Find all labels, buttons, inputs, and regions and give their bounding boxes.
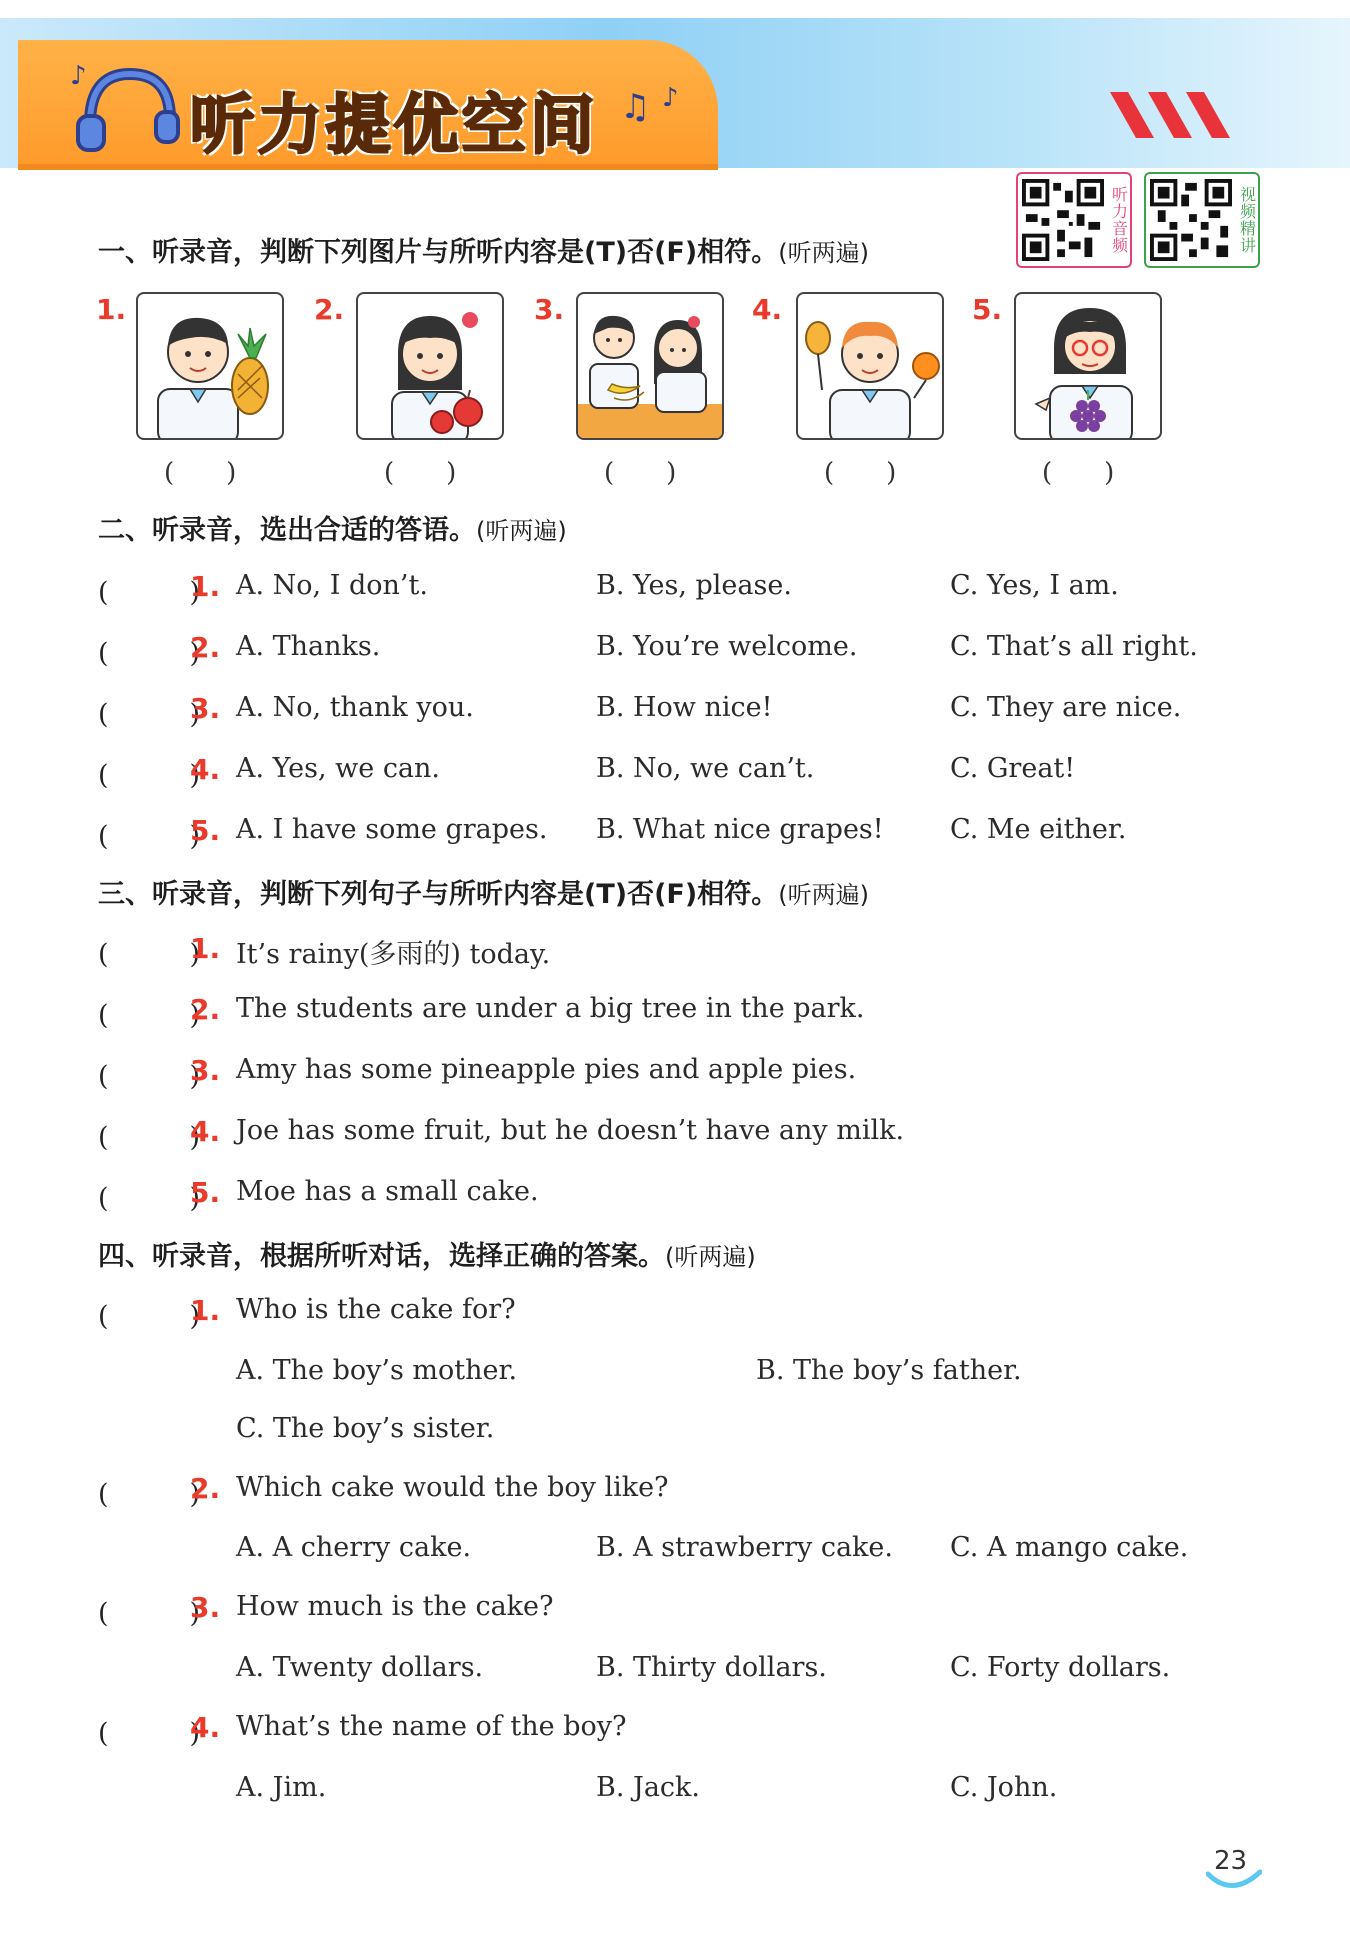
answer-paren[interactable]: ( ) bbox=[98, 821, 201, 852]
svg-text:♫: ♫ bbox=[620, 87, 651, 127]
option-c: C. Forty dollars. bbox=[950, 1652, 1171, 1683]
option-b: B. Jack. bbox=[596, 1772, 700, 1803]
answer-paren[interactable]: ( ) bbox=[98, 1000, 201, 1031]
svg-text:♪: ♪ bbox=[662, 83, 679, 113]
music-note-icon bbox=[620, 80, 700, 130]
option-a: A. Jim. bbox=[236, 1772, 327, 1803]
answer-paren[interactable]: ( ) bbox=[384, 458, 457, 488]
section-title: 三、听录音，判断下列句子与所听内容是(T)否(F)相符。 bbox=[98, 879, 779, 910]
answer-paren[interactable]: ( ) bbox=[824, 458, 897, 488]
option-b: B. You’re welcome. bbox=[596, 631, 858, 662]
picture-boy-girl-bananas bbox=[576, 292, 724, 440]
question-text: Who is the cake for? bbox=[236, 1294, 516, 1325]
option-b: B. How nice! bbox=[596, 692, 773, 723]
answer-paren[interactable]: ( ) bbox=[98, 699, 201, 730]
statement-text: It’s rainy(多雨的) today. bbox=[236, 939, 551, 970]
question-number: 4. bbox=[190, 753, 221, 786]
section-4-heading bbox=[98, 1234, 756, 1273]
answer-paren[interactable]: ( ) bbox=[98, 1122, 201, 1153]
answer-paren[interactable]: ( ) bbox=[604, 458, 677, 488]
question-number: 4. bbox=[190, 1115, 221, 1148]
option-c: C. A mango cake. bbox=[950, 1532, 1189, 1563]
question-number: 2. bbox=[190, 1472, 221, 1505]
section-2-heading bbox=[98, 508, 567, 547]
picture-number: 1. bbox=[96, 293, 127, 326]
qr-label: 听力音频 bbox=[1109, 186, 1129, 254]
option-b: B. Yes, please. bbox=[596, 570, 792, 601]
section-note: (听两遍) bbox=[778, 239, 869, 267]
picture-girl-grapes bbox=[1014, 292, 1162, 440]
question-number: 5. bbox=[190, 1176, 221, 1209]
section-note: (听两遍) bbox=[665, 1243, 756, 1271]
option-b: B. The boy’s father. bbox=[756, 1355, 1022, 1386]
option-c: C. Me either. bbox=[950, 814, 1127, 845]
option-a: A. Twenty dollars. bbox=[236, 1652, 484, 1683]
answer-paren[interactable]: ( ) bbox=[98, 577, 201, 608]
statement-text: The students are under a big tree in the park. bbox=[236, 993, 865, 1024]
qr-label: 视频精讲 bbox=[1237, 186, 1257, 254]
picture-number: 5. bbox=[972, 293, 1003, 326]
banner-title: 听力提优空间 bbox=[190, 89, 598, 163]
option-c: C. They are nice. bbox=[950, 692, 1182, 723]
picture-boy-mango-orange bbox=[796, 292, 944, 440]
picture-number: 2. bbox=[314, 293, 345, 326]
question-number: 4. bbox=[190, 1711, 221, 1744]
question-number: 3. bbox=[190, 1054, 221, 1087]
qr-video-lecture[interactable] bbox=[1144, 172, 1260, 268]
question-number: 3. bbox=[190, 1591, 221, 1624]
option-c: C. That’s all right. bbox=[950, 631, 1198, 662]
section-note: (听两遍) bbox=[778, 881, 869, 909]
question-number: 1. bbox=[190, 932, 221, 965]
option-a: A. Thanks. bbox=[236, 631, 381, 662]
answer-paren[interactable]: ( ) bbox=[98, 939, 201, 970]
option-a: A. No, I don’t. bbox=[236, 570, 428, 601]
question-number: 3. bbox=[190, 692, 221, 725]
option-a: A. I have some grapes. bbox=[236, 814, 548, 845]
qr-code-icon bbox=[1022, 178, 1104, 262]
section-title: 四、听录音，根据所听对话，选择正确的答案。 bbox=[98, 1241, 665, 1272]
question-number: 2. bbox=[190, 993, 221, 1026]
decorative-slashes bbox=[1110, 92, 1240, 138]
qr-code-icon bbox=[1150, 178, 1232, 262]
question-text: Which cake would the boy like? bbox=[236, 1472, 669, 1503]
picture-number: 3. bbox=[534, 293, 565, 326]
answer-paren[interactable]: ( ) bbox=[164, 458, 237, 488]
section-3-heading bbox=[98, 872, 869, 911]
qr-listening-audio[interactable] bbox=[1016, 172, 1132, 268]
headphones-icon bbox=[70, 64, 180, 154]
statement-text: Joe has some fruit, but he doesn’t have any milk. bbox=[236, 1115, 905, 1146]
option-a: A. No, thank you. bbox=[236, 692, 474, 723]
option-a: A. The boy’s mother. bbox=[236, 1355, 518, 1386]
answer-paren[interactable]: ( ) bbox=[98, 1479, 201, 1510]
option-b: B. Thirty dollars. bbox=[596, 1652, 827, 1683]
svg-text:♪: ♪ bbox=[70, 64, 87, 91]
answer-paren[interactable]: ( ) bbox=[98, 1718, 201, 1749]
answer-paren[interactable]: ( ) bbox=[1042, 458, 1115, 488]
section-title: 一、听录音，判断下列图片与所听内容是(T)否(F)相符。 bbox=[98, 237, 779, 268]
option-c: C. The boy’s sister. bbox=[236, 1413, 495, 1444]
answer-paren[interactable]: ( ) bbox=[98, 1183, 201, 1214]
option-c: C. John. bbox=[950, 1772, 1058, 1803]
picture-girl-apple bbox=[356, 292, 504, 440]
answer-paren[interactable]: ( ) bbox=[98, 760, 201, 791]
answer-paren[interactable]: ( ) bbox=[98, 1061, 201, 1092]
question-number: 1. bbox=[190, 570, 221, 603]
page-number: 23 bbox=[1214, 1846, 1248, 1876]
question-number: 1. bbox=[190, 1294, 221, 1327]
section-1-heading bbox=[98, 230, 869, 269]
option-b: B. A strawberry cake. bbox=[596, 1532, 893, 1563]
question-text: What’s the name of the boy? bbox=[236, 1711, 627, 1742]
question-text: How much is the cake? bbox=[236, 1591, 554, 1622]
option-b: B. No, we can’t. bbox=[596, 753, 815, 784]
option-c: C. Great! bbox=[950, 753, 1076, 784]
section-title: 二、听录音，选出合适的答语。 bbox=[98, 515, 476, 546]
statement-text: Amy has some pineapple pies and apple pies. bbox=[236, 1054, 857, 1085]
answer-paren[interactable]: ( ) bbox=[98, 638, 201, 669]
section-note: (听两遍) bbox=[476, 517, 567, 545]
question-number: 5. bbox=[190, 814, 221, 847]
picture-number: 4. bbox=[752, 293, 783, 326]
answer-paren[interactable]: ( ) bbox=[98, 1598, 201, 1629]
option-a: A. Yes, we can. bbox=[236, 753, 441, 784]
option-c: C. Yes, I am. bbox=[950, 570, 1119, 601]
option-a: A. A cherry cake. bbox=[236, 1532, 472, 1563]
picture-boy-pineapple bbox=[136, 292, 284, 440]
question-number: 2. bbox=[190, 631, 221, 664]
statement-text: Moe has a small cake. bbox=[236, 1176, 539, 1207]
answer-paren[interactable]: ( ) bbox=[98, 1301, 201, 1332]
option-b: B. What nice grapes! bbox=[596, 814, 884, 845]
page-number-swoosh bbox=[1206, 1868, 1262, 1894]
